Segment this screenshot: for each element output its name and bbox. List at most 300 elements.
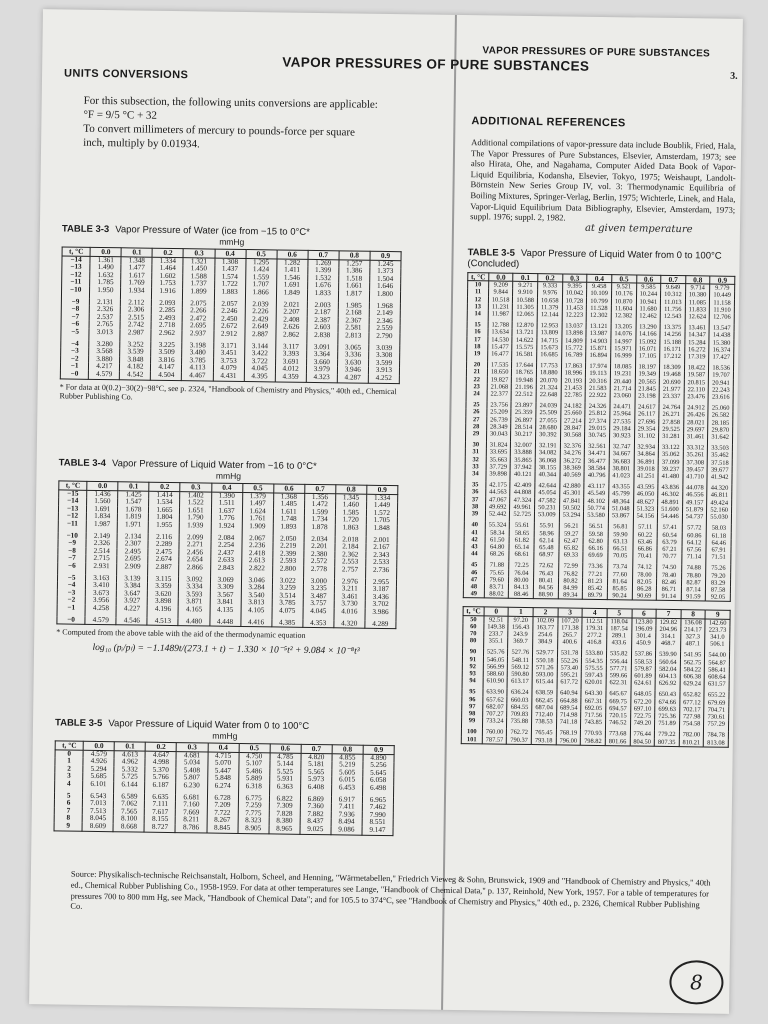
pressure-cell: 2.862 <box>275 331 306 343</box>
pressure-cell: 16.071 <box>635 345 660 353</box>
pressure-cell: 1.334 <box>152 257 183 266</box>
column-header: 0.6 <box>270 744 301 753</box>
pressure-cell: 60.22 <box>633 531 658 539</box>
pressure-cell: 682.07 <box>483 703 508 711</box>
pressure-cell: 6.015 <box>331 777 362 785</box>
pressure-cell: 4.075 <box>272 607 303 619</box>
pressure-cell: 1.245 <box>370 260 401 269</box>
pressure-cell: 613.17 <box>508 678 533 690</box>
pressure-cell: 58.03 <box>707 525 732 533</box>
pressure-cell: 23.897 <box>511 402 536 410</box>
pressure-cell: 33.695 <box>486 449 511 457</box>
pressure-cell: 709.83 <box>507 711 532 719</box>
pressure-cell: 84.99 <box>558 584 583 592</box>
pressure-cell: 2.912 <box>213 331 244 343</box>
pressure-cell: 1.308 <box>214 258 245 267</box>
pressure-cell: 2.346 <box>369 317 400 325</box>
temperature-cell: −0 <box>57 616 85 624</box>
temperature-cell: 39 <box>464 510 485 521</box>
pressure-cell: 27.374 <box>585 417 610 425</box>
pressure-cell: 32.934 <box>634 444 659 452</box>
pressure-cell: 10.109 <box>587 290 612 298</box>
pressure-cell: 2.838 <box>307 332 338 344</box>
table-3-5-part1 <box>54 717 396 835</box>
temperature-cell: −12 <box>62 271 90 279</box>
column-header: 0.4 <box>211 483 242 492</box>
table-footnote: * For data at 0(0.2)−30(2)−98°C, see p. 2324, "Handbook of Chemistry and Physics," 40th ed., Chemical Rubber Publishing Co. <box>59 381 397 402</box>
pressure-cell: 16.999 <box>610 352 635 364</box>
pressure-cell: 13.461 <box>685 324 710 332</box>
pressure-cell: 2.931 <box>86 563 117 575</box>
pressure-cell: 4.998 <box>145 759 176 767</box>
units-line: °F = 9/5 °C + 32 <box>83 108 158 122</box>
temperature-cell: 27 <box>466 416 487 423</box>
pressure-cell: 720.15 <box>606 712 631 720</box>
pressure-cell: 41.023 <box>609 472 634 484</box>
column-header: 0.9 <box>363 745 394 754</box>
pressure-cell: 3.956 <box>85 597 116 605</box>
pressure-cell: 11.085 <box>685 299 710 307</box>
column-header: 0.1 <box>513 273 538 282</box>
pressure-cell: 23.060 <box>610 392 635 404</box>
temperature-cell: −2 <box>57 597 85 605</box>
pressure-cell: 714.98 <box>556 711 581 719</box>
column-header: t, °C <box>59 481 87 490</box>
pressure-cell: 1.834 <box>87 513 118 521</box>
pressure-cell: 50.502 <box>559 504 584 512</box>
pressure-cell: 6.728 <box>207 794 238 802</box>
pressure-cell: 643.30 <box>581 690 606 698</box>
pressure-cell: 1.776 <box>211 515 242 523</box>
temperature-cell: 18 <box>467 343 488 350</box>
table-label: TABLE 3-5 <box>467 247 516 259</box>
pressure-cell: 3.898 <box>148 598 179 606</box>
pressure-cell: 2.742 <box>120 322 151 330</box>
pressure-cell: 4.890 <box>363 754 394 763</box>
pressure-cell: 1.547 <box>118 498 149 506</box>
pressure-cell: 2.362 <box>335 551 366 559</box>
pressure-cell: 3.630 <box>337 359 368 367</box>
pressure-cell: 773.68 <box>605 730 630 738</box>
pressure-cell: 3.309 <box>210 584 241 592</box>
pressure-cell: 2.226 <box>245 308 276 316</box>
pressure-cell: 80.00 <box>509 576 534 584</box>
pressure-cell: 72.62 <box>534 562 559 570</box>
pressure-cell: 10.518 <box>488 296 513 304</box>
pressure-cell: 24.617 <box>634 404 659 412</box>
pressure-cell: 801.66 <box>605 738 630 746</box>
table-label: TABLE 3-4 <box>58 457 107 470</box>
scanned-page <box>29 9 743 1014</box>
pressure-cell: 1.257 <box>339 259 370 268</box>
pressure-cell: 743.85 <box>581 719 606 731</box>
temperature-cell: 3 <box>55 773 83 781</box>
pressure-cell: 1.866 <box>245 289 276 301</box>
pressure-cell: 11.528 <box>587 305 612 313</box>
pressure-cell: 2.672 <box>214 323 245 331</box>
pressure-cell: 544.00 <box>705 652 730 660</box>
table-body <box>54 749 394 835</box>
pressure-cell: 31.102 <box>634 433 659 445</box>
pressure-cell: 624.61 <box>631 680 656 692</box>
pressure-cell: 123.80 <box>631 617 656 625</box>
pressure-cell: 12.788 <box>488 322 513 330</box>
temperature-cell: −1 <box>57 604 85 616</box>
pressure-cell: 5.144 <box>270 761 301 769</box>
pressure-cell: 21.068 <box>487 383 512 391</box>
pressure-cell: 8.100 <box>113 816 144 824</box>
pressure-cell: 46.556 <box>682 492 707 500</box>
pressure-cell: 10.380 <box>685 292 710 300</box>
pressure-cell: 1.848 <box>366 525 397 537</box>
pressure-cell: 2.219 <box>273 543 304 551</box>
pressure-cell: 16.789 <box>561 351 586 363</box>
pressure-cell: 49.692 <box>485 503 510 511</box>
pressure-cell: 43.355 <box>609 483 634 491</box>
pressure-cell: 554.35 <box>582 657 607 665</box>
pressure-cell: 14.438 <box>709 332 734 340</box>
pressure-cell: 7.990 <box>362 811 393 819</box>
temperature-cell: −15 <box>59 490 87 498</box>
pressure-cell: 3.225 <box>151 341 182 349</box>
pressure-cell: 42.175 <box>486 482 511 490</box>
column-header: 0.9 <box>710 276 735 285</box>
pressure-cell: 6.775 <box>238 795 269 803</box>
page-number: 3. <box>730 70 738 82</box>
pressure-cell: 37.518 <box>708 459 733 467</box>
pressure-cell: 727.98 <box>679 713 704 721</box>
pressure-cell: 1.985 <box>338 302 369 310</box>
pressure-cell: 1.295 <box>246 258 277 267</box>
pressure-cell: 20.193 <box>561 377 586 385</box>
pressure-cell: 4.513 <box>147 617 178 626</box>
temperature-cell: 15 <box>467 321 488 328</box>
pressure-cell: 2.236 <box>242 542 273 550</box>
pressure-cell: 1.734 <box>304 516 335 524</box>
temperature-cell: 41 <box>464 529 485 536</box>
pressure-cell: 741.18 <box>556 719 581 731</box>
pressure-cell: 223.73 <box>705 626 730 634</box>
pressure-cell: 48.102 <box>584 497 609 505</box>
pressure-cell: 525.76 <box>483 649 508 657</box>
pressure-cell: 69.69 <box>583 552 608 564</box>
pressure-cell: 3.284 <box>241 584 272 592</box>
pressure-cell: 37.729 <box>486 463 511 471</box>
pressure-cell: 13.898 <box>562 330 587 338</box>
pressure-cell: 2.067 <box>242 535 273 543</box>
pressure-cell: 468.7 <box>656 640 681 652</box>
pressure-cell: 4.542 <box>120 371 151 380</box>
pressure-cell: 22.110 <box>684 386 709 394</box>
pressure-cell: 1.748 <box>273 516 304 524</box>
pressure-cell: 3.000 <box>303 577 334 585</box>
pressure-cell: 9.779 <box>710 284 735 292</box>
pressure-cell: 59.58 <box>583 530 608 538</box>
pressure-cell: 31.642 <box>708 434 733 446</box>
pressure-cell: 4.579 <box>83 750 114 759</box>
pressure-cell: 2.790 <box>369 333 400 345</box>
pressure-cell: 3.946 <box>337 367 368 375</box>
pressure-cell: 4.045 <box>303 608 334 620</box>
pressure-cell: 9.025 <box>300 826 331 835</box>
pressure-cell: 650.43 <box>655 691 680 699</box>
pressure-cell: 1.909 <box>242 523 273 535</box>
pressure-cell: 55.91 <box>534 522 559 530</box>
pressure-cell: 1.916 <box>152 288 183 300</box>
column-header: 5 <box>607 609 632 618</box>
pressure-cell: 58.65 <box>510 529 535 537</box>
pressure-cell: 7.209 <box>207 802 238 810</box>
pressure-cell: 2.266 <box>183 307 214 315</box>
pressure-cell: 400.6 <box>557 639 582 651</box>
pressure-cell: 89.79 <box>583 592 608 600</box>
pressure-cell: 1.987 <box>86 521 117 533</box>
pressure-cell: 655.22 <box>704 692 729 700</box>
pressure-cell: 25.812 <box>585 410 610 418</box>
pressure-cell: 36.683 <box>609 458 634 466</box>
pressure-cell: 7.828 <box>269 810 300 818</box>
column-header: 2 <box>533 608 558 617</box>
pressure-cell: 79.60 <box>484 576 509 584</box>
pressure-cell: 2.254 <box>210 542 241 550</box>
pressure-cell: 4.105 <box>241 607 272 619</box>
pressure-cell: 1.477 <box>121 264 152 272</box>
pressure-cell: 23.198 <box>635 393 660 405</box>
pressure-cell: 5.447 <box>207 767 238 775</box>
pressure-cell: 196.09 <box>631 625 656 633</box>
pressure-cell: 10.449 <box>710 292 735 300</box>
pressure-cell: 19.231 <box>610 371 635 379</box>
pressure-cell: 3.280 <box>89 340 120 348</box>
temperature-cell: 1 <box>55 758 83 766</box>
pressure-cell: 4.196 <box>147 606 178 618</box>
pressure-cell: 3.308 <box>368 352 399 360</box>
table-caption <box>467 247 735 273</box>
pressure-cell: 3.336 <box>337 351 368 359</box>
temperature-cell: 24 <box>466 390 487 401</box>
pressure-cell: 10.728 <box>562 297 587 305</box>
column-header: 0.7 <box>308 250 339 259</box>
vapor-pressure-table <box>60 246 402 383</box>
handwritten-note: at given temperature <box>584 222 693 236</box>
pressure-cell: 53.294 <box>559 512 584 524</box>
pressure-cell: 8.727 <box>144 824 175 833</box>
pressure-cell: 52.442 <box>485 510 510 522</box>
pressure-cell: 1.386 <box>339 268 370 276</box>
pressure-cell: 2.674 <box>148 556 179 564</box>
pressure-cell: 78.40 <box>657 571 682 579</box>
pressure-cell: 38.801 <box>609 465 634 473</box>
pressure-cell: 770.93 <box>581 730 606 738</box>
pressure-cell: 72.99 <box>558 563 583 571</box>
pressure-cell: 2.289 <box>148 541 179 549</box>
temperature-cell: −8 <box>58 547 86 555</box>
pressure-cell: 57.11 <box>633 524 658 532</box>
pressure-cell: 782.00 <box>679 731 704 739</box>
pressure-cell: 2.034 <box>304 535 335 543</box>
pressure-cell: 10.042 <box>562 290 587 298</box>
pressure-cell: 638.59 <box>532 689 557 697</box>
pressure-cell: 7.669 <box>176 809 207 817</box>
column-header: 0.3 <box>562 274 587 283</box>
pressure-cell: 569.12 <box>508 663 533 671</box>
pressure-cell: 26.271 <box>659 411 684 419</box>
pressure-cell: 2.326 <box>90 306 121 314</box>
pressure-cell: 3.252 <box>120 341 151 349</box>
pressure-cell: 5.370 <box>145 766 176 774</box>
pressure-cell: 1.373 <box>370 268 401 276</box>
pressure-cell: 2.437 <box>210 549 241 557</box>
additional-references-body: Additional compilations of vapor-pressure data include Boublik, Fried, Hala, The Vapor Pressures of Pure Substances, Elsevier, Amsterdam, 1973; see also Hirata, Ohe, and Nagahama, Computer Aided Data Book of Vapor-Liquid Equilibria, Kodansha, Elsevier, Tokyo, 1975; Weishaupt, Landolt-Börnstein New Series Group IV, vol. 3: Thermodynamic Equilibria of Boiling Mixtures, Springer-Verlag, Berlin, 1975; Wichterle, Linek, and Hala, Vapor-Liquid Equilibrium Data Bibliography, Elsevier, Amsterdam, 1973; suppl. 1976; suppl. 2, 1982. <box>470 137 737 223</box>
pressure-cell: 61.18 <box>706 532 731 540</box>
temperature-cell: 31 <box>465 449 486 456</box>
pressure-cell: 2.533 <box>366 559 397 567</box>
pressure-cell: 38.369 <box>560 464 585 472</box>
pressure-cell: 21.977 <box>659 386 684 394</box>
pressure-cell: 68.26 <box>485 550 510 562</box>
pressure-cell: 4.855 <box>332 753 363 762</box>
pressure-cell: 6.498 <box>362 785 393 797</box>
column-header: 6 <box>632 609 657 618</box>
pressure-cell: 6.144 <box>114 781 145 793</box>
pressure-cell: 50.231 <box>535 504 560 512</box>
pressure-cell: 92.51 <box>484 615 509 623</box>
pressure-cell: 49.961 <box>510 504 535 512</box>
pressure-cell: 2.306 <box>121 306 152 314</box>
pressure-cell: 2.613 <box>241 557 272 565</box>
pressure-cell: 645.67 <box>606 690 631 698</box>
temperature-cell: −6 <box>58 562 86 574</box>
pressure-cell: 8.437 <box>300 818 331 826</box>
temperature-cell: −5 <box>57 574 85 582</box>
pressure-cell: 112.51 <box>582 617 607 625</box>
pressure-cell: 19.113 <box>586 370 611 378</box>
pressure-cell: 3.436 <box>365 593 396 601</box>
temperature-cell: 14 <box>467 310 488 321</box>
pressure-cell: 4.252 <box>368 375 399 384</box>
pressure-cell: 69.33 <box>558 552 583 564</box>
pressure-cell: 54.446 <box>657 513 682 525</box>
pressure-cell: 13.634 <box>488 329 513 337</box>
pressure-cell: 90.69 <box>632 593 657 601</box>
pressure-cell: 550.18 <box>532 657 557 665</box>
pressure-cell: 590.80 <box>508 671 533 679</box>
pressure-cell: 45.799 <box>609 491 634 499</box>
pressure-cell: 20.316 <box>586 377 611 385</box>
pressure-cell: 2.475 <box>148 548 179 556</box>
pressure-cell: 2.987 <box>120 329 151 341</box>
pressure-cell: 6.869 <box>300 795 331 803</box>
pressure-cell: 7.936 <box>331 811 362 819</box>
pressure-cell: 4.016 <box>334 608 365 620</box>
temperature-cell: 7 <box>54 807 82 815</box>
pressure-cell: 10.176 <box>611 291 636 299</box>
pressure-cell: 1.411 <box>276 267 307 275</box>
pressure-cell: 1.665 <box>149 506 180 514</box>
pressure-cell: 17.753 <box>537 362 562 370</box>
pressure-cell: 804.50 <box>630 738 655 746</box>
pressure-cell: 11.910 <box>710 306 735 314</box>
pressure-cell: 71.51 <box>706 554 731 566</box>
pressure-cell: 754.58 <box>679 720 704 732</box>
pressure-cell: 9.521 <box>612 283 637 291</box>
pressure-cell: 10.658 <box>537 297 562 305</box>
pressure-cell: 2.572 <box>303 558 334 566</box>
pressure-cell: 1.379 <box>242 492 273 501</box>
thermodynamic-formula: log₁₀ (pᵢ/pₗ) = −1.1489t/(273.1 + t) − 1.330 × 10⁻⁵t² + 9.084 × 10⁻⁸t³ <box>92 642 360 657</box>
pressure-cell: 243.9 <box>508 631 533 639</box>
pressure-cell: 71.88 <box>485 562 510 570</box>
pressure-cell: 11.305 <box>513 304 538 312</box>
pressure-cell: 1.449 <box>366 502 397 510</box>
pressure-cell: 22.785 <box>561 391 586 403</box>
pressure-cell: 31.824 <box>486 442 511 450</box>
pressure-cell: 595.21 <box>557 671 582 679</box>
pressure-cell: 3.384 <box>117 582 148 590</box>
pressure-cell: 48.364 <box>609 498 634 506</box>
pressure-cell: 3.163 <box>86 574 117 582</box>
pressure-cell: 88.46 <box>509 591 534 599</box>
pressure-cell: 29.525 <box>659 426 684 434</box>
pressure-cell: 97.20 <box>508 616 533 624</box>
pressure-cell: 12.223 <box>562 311 587 323</box>
vapor-pressure-table-integer <box>461 606 731 747</box>
temperature-cell: 16 <box>467 329 488 336</box>
column-header: 0.5 <box>239 743 270 752</box>
pressure-cell: 2.866 <box>179 564 210 576</box>
pressure-cell: 40.569 <box>560 472 585 484</box>
pressure-cell: 730.61 <box>704 713 729 721</box>
handwritten-page-number: 8 <box>669 960 724 1005</box>
pressure-cell: 6.274 <box>207 782 238 794</box>
pressure-cell: 2.887 <box>244 331 275 343</box>
pressure-cell: 5.931 <box>269 776 300 784</box>
pressure-cell: 28.021 <box>683 419 708 427</box>
pressure-cell: 16.272 <box>684 346 709 354</box>
pressure-cell: 629.24 <box>680 680 705 692</box>
pressure-cell: 24.471 <box>610 403 635 411</box>
pressure-cell: 2.715 <box>86 555 117 563</box>
pressure-cell: 76.43 <box>534 570 559 578</box>
pressure-cell: 21.714 <box>610 385 635 393</box>
vapor-pressure-table <box>56 480 398 629</box>
temperature-cell: 10 <box>468 281 489 289</box>
pressure-cell: 4.480 <box>178 618 209 627</box>
pressure-cell: 3.785 <box>272 600 303 608</box>
pressure-cell: 610.90 <box>483 678 508 690</box>
pressure-cell: 2.131 <box>90 298 121 306</box>
temperature-cell: 43 <box>464 543 485 550</box>
pressure-cell: 622.31 <box>606 679 631 691</box>
pressure-cell: 21.196 <box>512 384 537 392</box>
pressure-cell: 1.497 <box>242 500 273 508</box>
temperature-cell: −12 <box>58 513 86 521</box>
pressure-cell: 171.38 <box>558 624 583 632</box>
pressure-cell: 20.565 <box>635 378 660 386</box>
pressure-cell: 8.965 <box>269 825 300 834</box>
pressure-cell: 6.822 <box>269 795 300 803</box>
pressure-cell: 13.121 <box>586 323 611 331</box>
pressure-cell: 16.685 <box>537 351 562 363</box>
pressure-cell: 575.55 <box>582 664 607 672</box>
temperature-cell: −14 <box>62 256 90 264</box>
pressure-cell: 41.710 <box>683 473 708 485</box>
units-line: inch, multiply by 0.01934. <box>83 136 200 151</box>
pressure-cell: 22.648 <box>536 391 561 403</box>
pressure-cell: 762.72 <box>507 729 532 737</box>
pressure-cell: 527.76 <box>508 649 533 657</box>
pressure-cell: 277.2 <box>582 632 607 640</box>
